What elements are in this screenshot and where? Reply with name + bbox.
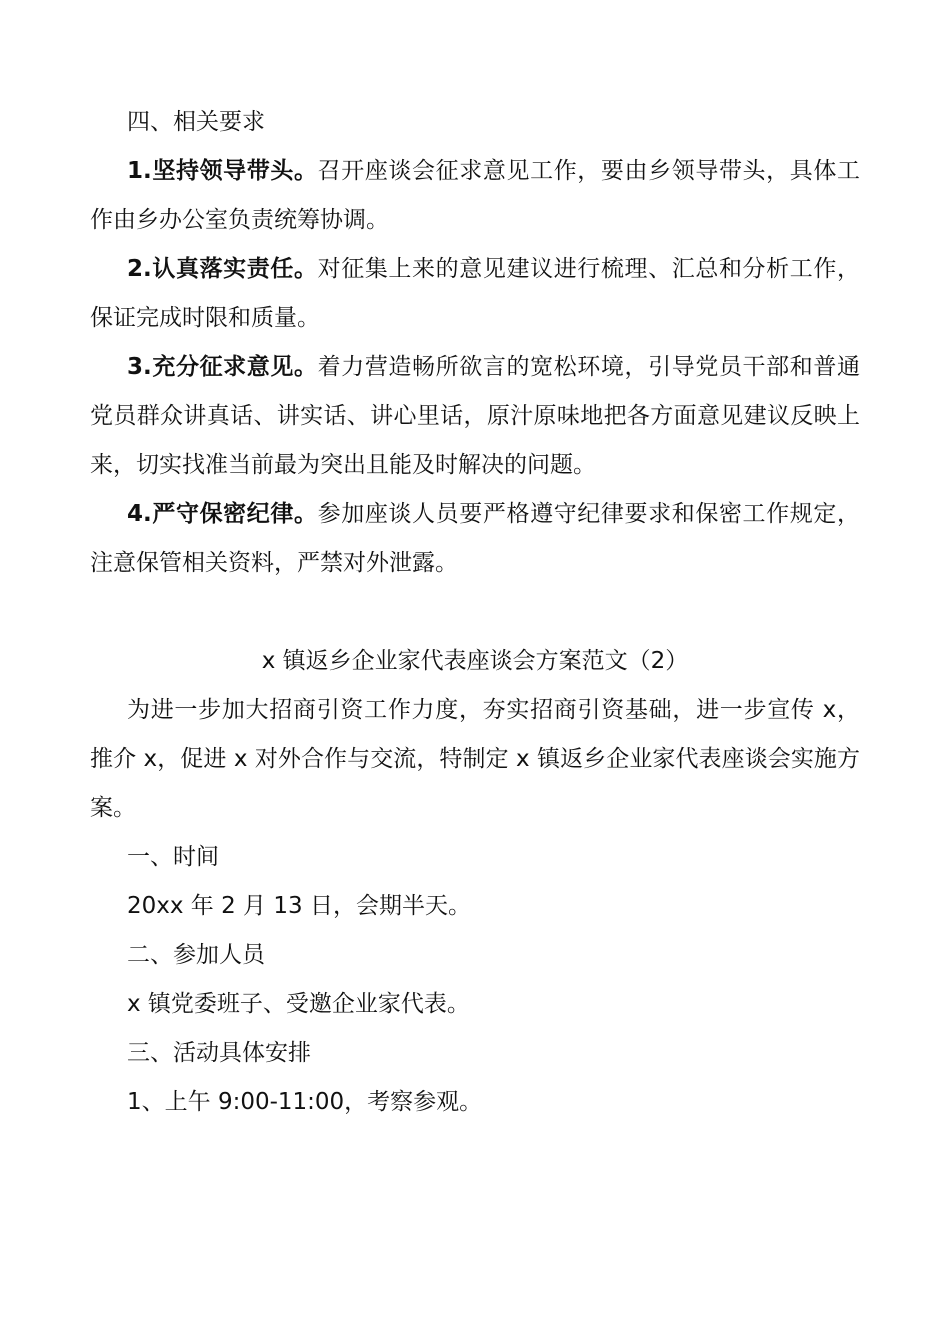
- participants-text: x 镇党委班子、受邀企业家代表。: [127, 991, 470, 1017]
- requirement-item-2: [90, 245, 860, 343]
- section-heading-requirements: 四、相关要求: [127, 109, 265, 135]
- requirement-item-4-lead: 4.严守保密纪律。: [127, 501, 318, 527]
- schedule-item-1: 1、上午 9:00-11:00，考察参观。: [127, 1089, 483, 1115]
- section-heading-schedule: 三、活动具体安排: [127, 1040, 311, 1066]
- requirement-item-2-text: 对征集上来的意见建议进行梳理、汇总和分析工作，保证完成时限和质量。: [90, 256, 860, 331]
- requirement-item-3-lead: 3.充分征求意见。: [127, 354, 318, 380]
- requirement-item-1: [90, 147, 860, 245]
- intro-paragraph: 为进一步加大招商引资工作力度，夯实招商引资基础，进一步宣传 x，推介 x，促进 x 对外合作与交流，特制定 x 镇返乡企业家代表座谈会实施方案。: [90, 697, 860, 821]
- requirement-item-1-text: 召开座谈会征求意见工作，要由乡领导带头，具体工作由乡办公室负责统筹协调。: [90, 158, 860, 233]
- requirement-item-1-lead: 1.坚持领导带头。: [127, 158, 318, 184]
- requirement-item-3: [90, 343, 860, 490]
- section-heading-time: 一、时间: [127, 844, 219, 870]
- section-gap: [90, 588, 860, 637]
- requirement-item-3-text: 着力营造畅所欲言的宽松环境，引导党员干部和普通党员群众讲真话、讲实话、讲心里话，原汁原味地把各方面意见建议反映上来，切实找准当前最为突出且能及时解决的问题。: [90, 354, 860, 478]
- time-text: 20xx 年 2 月 13 日，会期半天。: [127, 893, 471, 919]
- requirement-item-2-lead: 2.认真落实责任。: [127, 256, 318, 282]
- requirement-item-4: [90, 490, 860, 588]
- section-heading-participants: 二、参加人员: [127, 942, 265, 968]
- requirement-item-4-text: 参加座谈人员要严格遵守纪律要求和保密工作规定，注意保管相关资料，严禁对外泄露。: [90, 501, 860, 576]
- document-title: x 镇返乡企业家代表座谈会方案范文（2）: [261, 648, 689, 674]
